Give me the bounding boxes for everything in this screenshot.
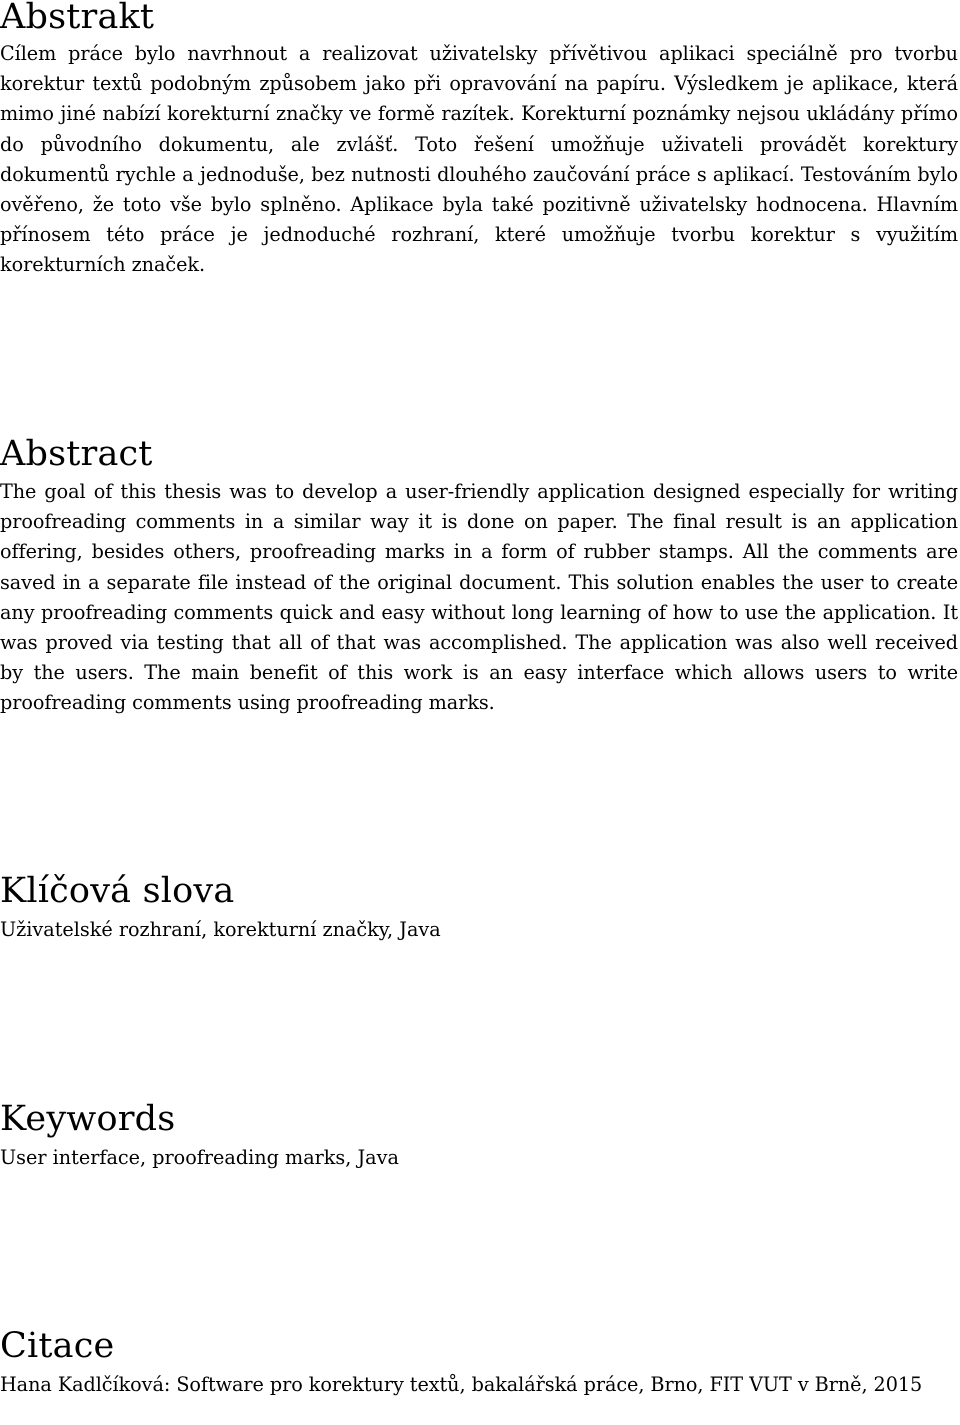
klicova-slova-section bbox=[0, 871, 958, 945]
keywords-heading: Keywords bbox=[0, 1099, 176, 1139]
abstrakt-section bbox=[0, 0, 958, 281]
abstrakt-heading: Abstrakt bbox=[0, 0, 155, 37]
abstract-text: The goal of this thesis was to develop a user-friendly application designed especially for writing proofreading comments in a similar way it is done on paper. The final result is an application offering, besides others, proofreading marks in a form of rubber stamps. All the comments are saved in a separate file instead of the original document. This solution enables the user to create any proofreading comments quick and easy without long learning of how to use the application. It was proved via testing that all of that was accomplished. The application was also well received by the users. The main benefit of this work is an easy interface which allows users to write proofreading comments using proofreading marks. bbox=[0, 480, 958, 715]
abstract-heading: Abstract bbox=[0, 434, 153, 474]
abstrakt-text: Cílem práce bylo navrhnout a realizovat uživatelsky přívětivou aplikaci speciálně pro tvorbu korektur textů podobným způsobem jako při opravování na papíru. Výsledkem je aplikace, která mimo jiné nabízí korekturní značky ve formě razítek. Korekturní poznámky nejsou ukládány přímo do původního dokumentu, ale zvlášť. Toto řešení umožňuje uživateli provádět korektury dokumentů rychle a jednoduše, bez nutnosti dlouhého zaučování práce s aplikací. Testováním bylo ověřeno, že toto vše bylo splněno. Aplikace byla také pozitivně uživatelsky hodnocena. Hlavním přínosem této práce je jednoduché rozhraní, které umožňuje tvorbu korektur s využitím korekturních značek. bbox=[0, 42, 958, 277]
klicova-slova-text: Uživatelské rozhraní, korekturní značky, Java bbox=[0, 918, 441, 941]
citace-section bbox=[0, 1326, 958, 1400]
citace-text: Hana Kadlčíková: Software pro korektury textů, bakalářská práce, Brno, FIT VUT v Brně, 2015 bbox=[0, 1373, 923, 1396]
abstract-section bbox=[0, 434, 958, 719]
keywords-section bbox=[0, 1099, 958, 1173]
citace-heading: Citace bbox=[0, 1326, 115, 1366]
keywords-text: User interface, proofreading marks, Java bbox=[0, 1146, 399, 1169]
klicova-slova-heading: Klíčová slova bbox=[0, 871, 235, 911]
